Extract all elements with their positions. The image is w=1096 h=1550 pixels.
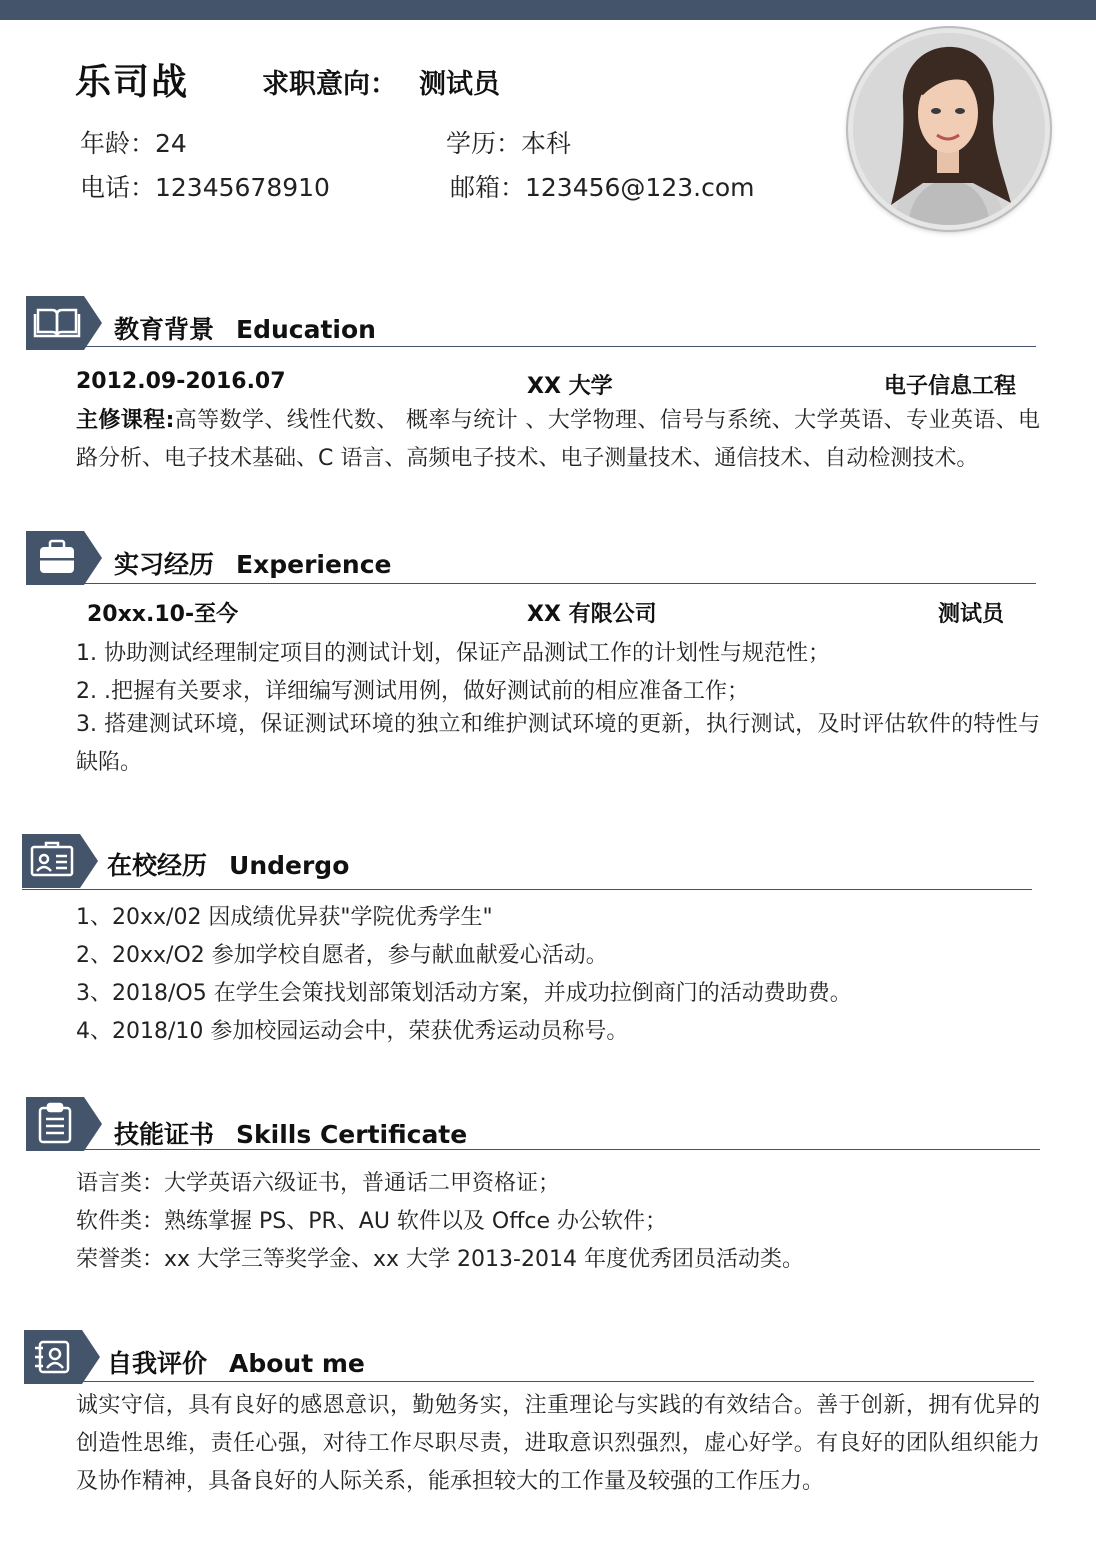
skill-item: 软件类：熟练掌握 PS、PR、AU 软件以及 Offce 办公软件； [76, 1209, 668, 1234]
section-title-en: Undergo [229, 851, 350, 880]
skills-section-header [0, 1097, 1096, 1155]
campus-item: 1、20xx/02 因成绩优异获"学院优秀学生" [76, 905, 493, 930]
section-title-cn: 教育背景 [114, 315, 215, 344]
section-divider [26, 583, 1036, 584]
portrait-illustration [853, 33, 1045, 225]
profile-photo [848, 28, 1050, 230]
education-level-info: 学历：本科 [446, 129, 572, 158]
experience-section-header [0, 531, 1096, 589]
section-title [107, 1344, 365, 1380]
experience-item: 2. .把握有关要求，详细编写测试用例，做好测试前的相应准备工作； [76, 679, 749, 704]
experience-item: 3. 搭建测试环境，保证测试环境的独立和维护测试环境的更新，执行测试，及时评估软件的特性与缺陷。 [76, 712, 1040, 775]
education-school: XX 大学 [527, 374, 613, 399]
candidate-name: 乐司战 [75, 62, 190, 103]
education-date: 2012.09-2016.07 [76, 369, 286, 394]
campus-section-header [0, 834, 1096, 892]
section-divider [24, 1381, 1034, 1382]
job-intent-value: 测试员 [419, 69, 500, 100]
education-major: 电子信息工程 [884, 374, 1017, 399]
section-title-en: Education [236, 315, 376, 344]
job-intent [262, 62, 500, 101]
section-title [114, 310, 376, 346]
campus-item: 2、20xx/O2 参加学校自愿者，参与献血献爱心活动。 [76, 943, 608, 968]
section-title [114, 545, 392, 581]
age-info: 年龄：24 [80, 129, 187, 158]
section-title [107, 846, 349, 882]
campus-item: 3、2018/O5 在学生会策找划部策划活动方案，并成功拉倒商门的活动费助费。 [76, 981, 852, 1006]
about-section-header [0, 1330, 1096, 1388]
courses-text: 高等数学、线性代数、 概率与统计 、大学物理、信号与系统、大学英语、专业英语、电路分析、电子技术基础、C 语言、高频电子技术、电子测量技术、通信技术、自动检测技术。 [76, 408, 1040, 471]
education-section-header [0, 296, 1096, 354]
section-divider [22, 889, 1032, 890]
courses-label: 主修课程: [76, 408, 175, 433]
phone-info: 电话：12345678910 [80, 173, 330, 202]
section-badge [26, 296, 102, 350]
section-title [114, 1115, 467, 1151]
section-divider [26, 346, 1036, 347]
experience-role: 测试员 [938, 602, 1005, 627]
about-text: 诚实守信，具有良好的感恩意识，勤勉务实，注重理论与实践的有效结合。善于创新，拥有优异的创造性思维，责任心强，对待工作尽职尽责，进取意识烈强烈，虚心好学。有良好的团队组织能力及协作精神，具备良好的人际关系，能承担较大的工作量及较强的工作压力。 [76, 1393, 1040, 1494]
skill-item: 语言类：大学英语六级证书，普通话二甲资格证； [76, 1171, 561, 1196]
section-title-cn: 在校经历 [107, 851, 208, 880]
section-divider [26, 1149, 1040, 1150]
section-title-en: Experience [236, 550, 392, 579]
education-courses [76, 402, 1040, 478]
email-info: 邮箱：123456@123.com [450, 173, 755, 202]
section-badge [26, 531, 102, 585]
skill-item: 荣誉类：xx 大学三等奖学金、xx 大学 2013-2014 年度优秀团员活动类。 [76, 1247, 804, 1272]
section-title-cn: 自我评价 [107, 1349, 208, 1378]
section-badge [22, 834, 98, 888]
job-intent-label: 求职意向： [262, 69, 397, 100]
experience-item: 1. 协助测试经理制定项目的测试计划，保证产品测试工作的计划性与规范性； [76, 641, 830, 666]
section-badge [24, 1330, 100, 1384]
section-title-cn: 技能证书 [114, 1120, 215, 1149]
section-title-en: About me [229, 1349, 365, 1378]
top-accent-bar [0, 0, 1096, 20]
experience-date: 20xx.10-至今 [87, 602, 239, 627]
campus-item: 4、2018/10 参加校园运动会中，荣获优秀运动员称号。 [76, 1019, 629, 1044]
section-badge [26, 1097, 102, 1151]
experience-company: XX 有限公司 [527, 602, 657, 627]
section-title-cn: 实习经历 [114, 550, 215, 579]
section-title-en: Skills Certificate [236, 1120, 468, 1149]
